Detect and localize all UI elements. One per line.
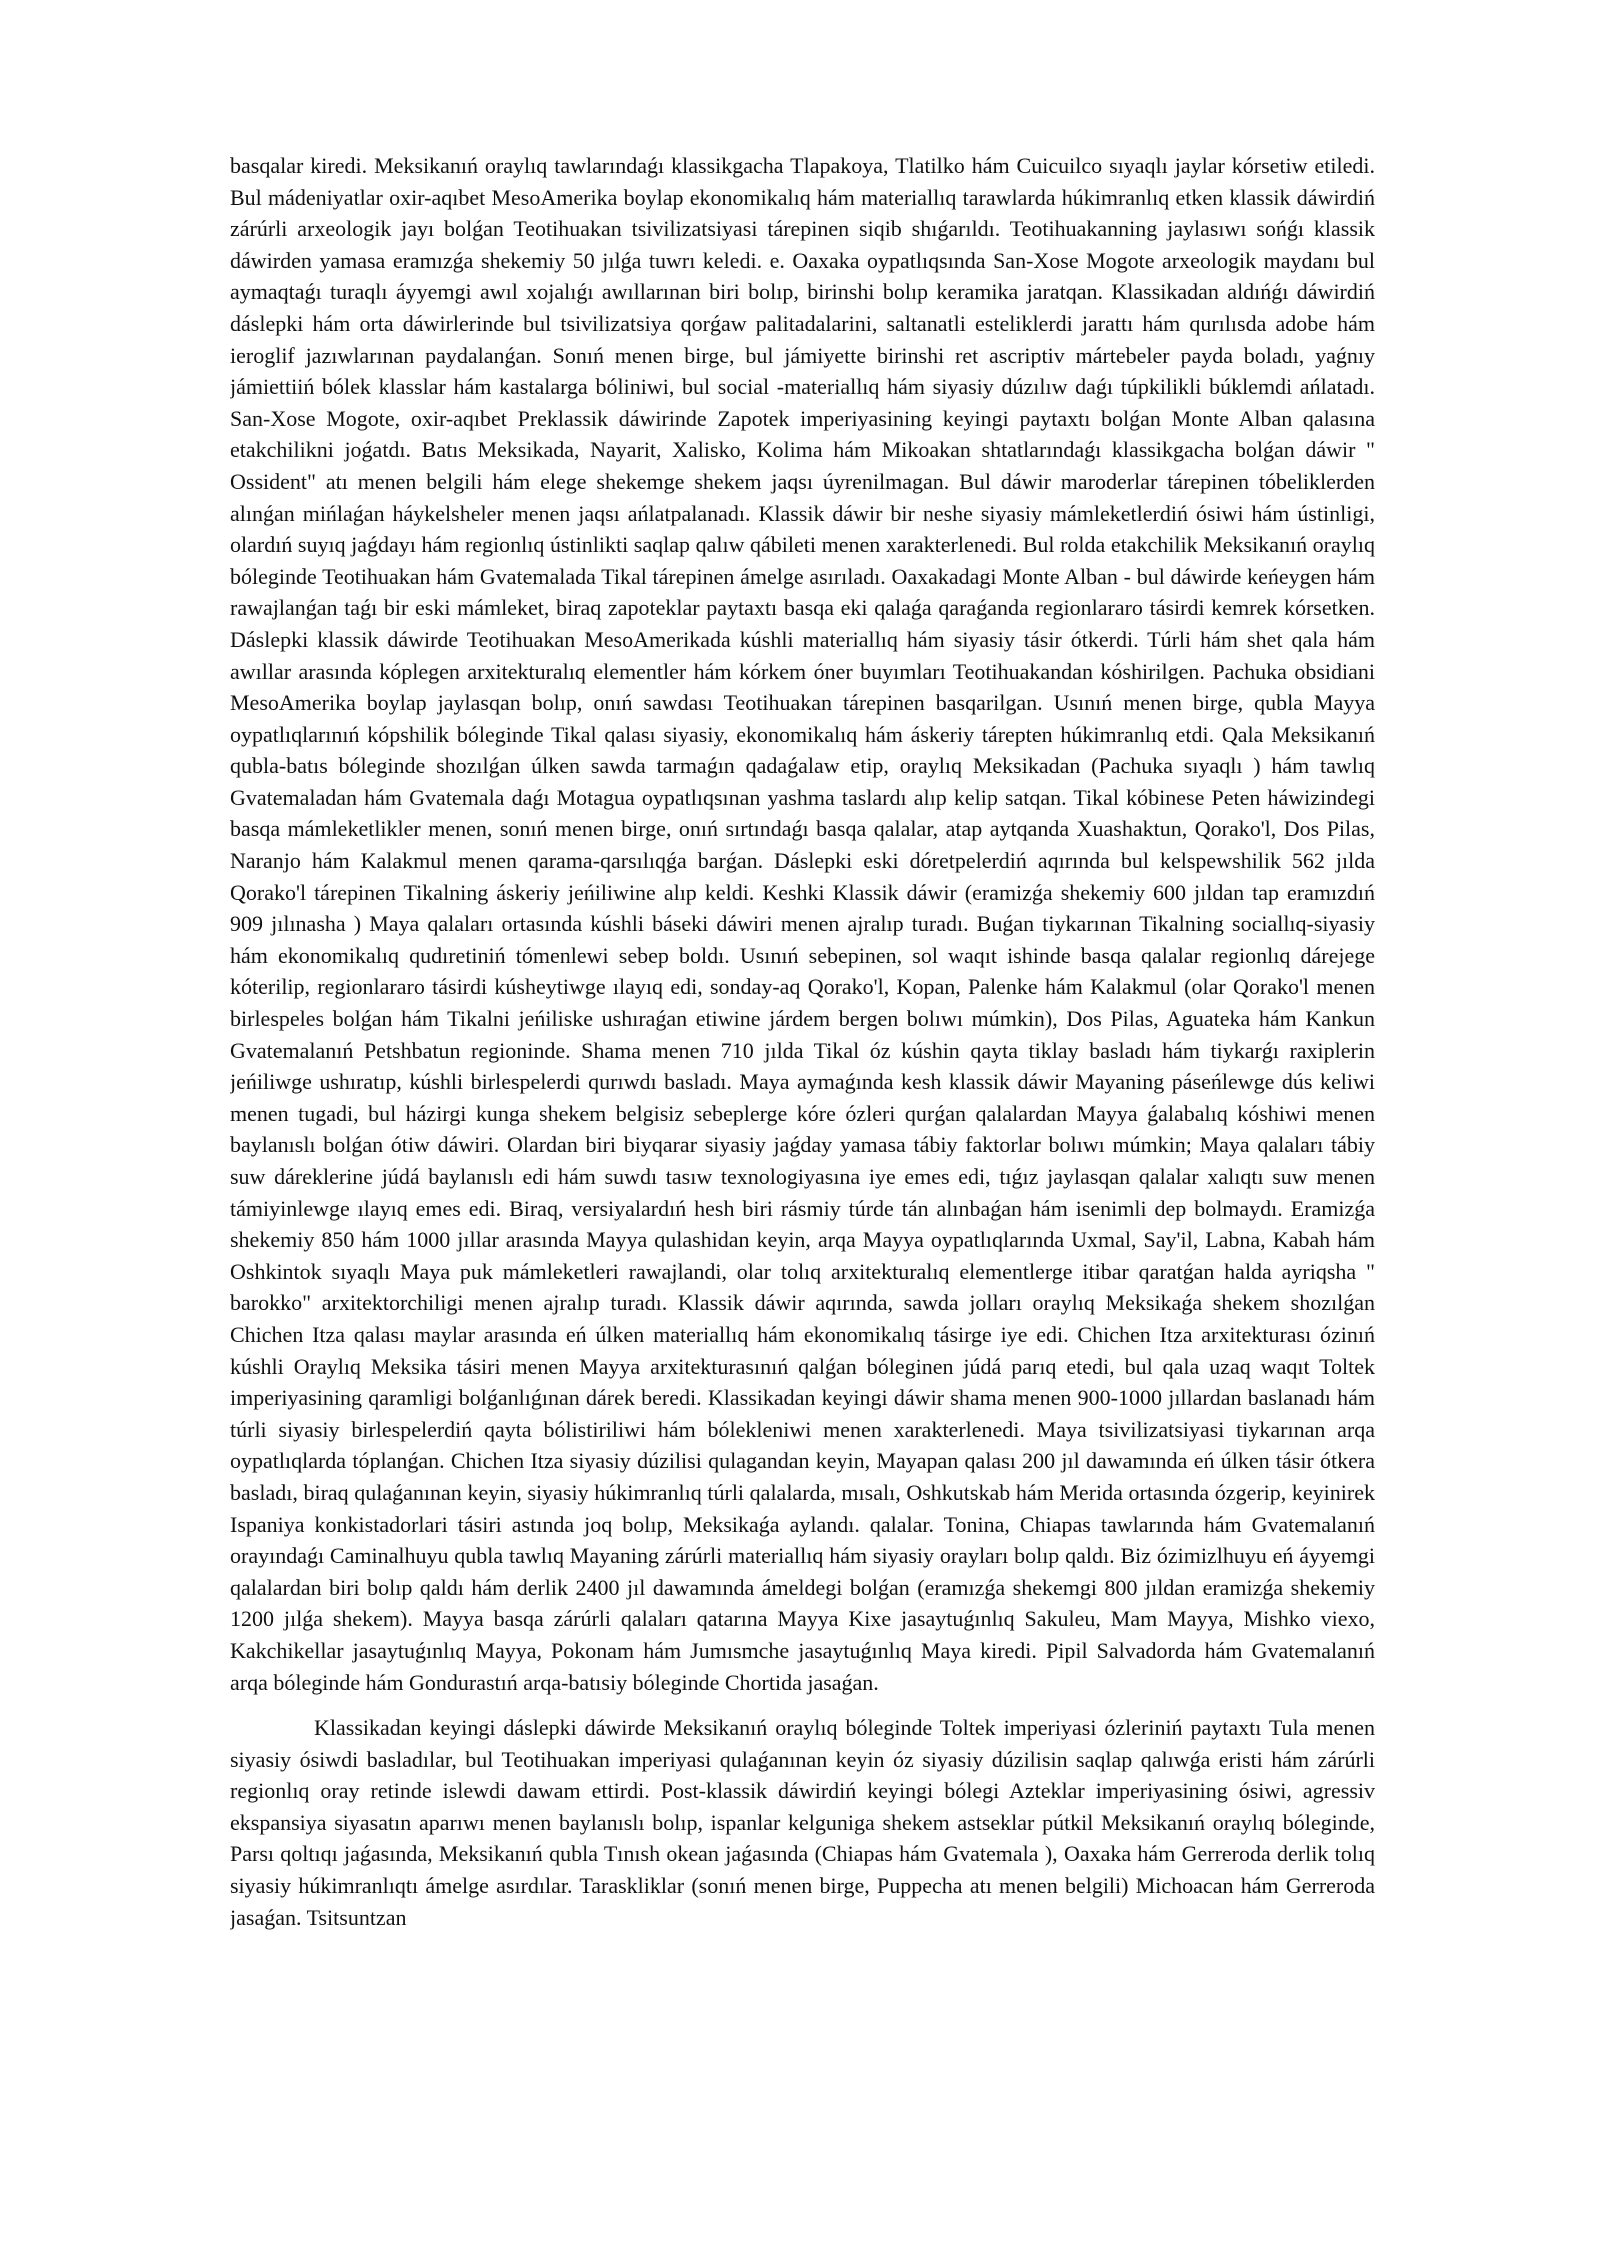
document-page: [230, 150, 1375, 2150]
body-paragraph-2: Klassikadan keyingi dáslepki dáwirde Meksikanıń oraylıq bóleginde Toltek imperiyasi ózleriniń paytaxtı Tula menen siyasiy ósiwdi basladılar, bul Teotihuakan imperiyasi qulaǵanınan keyin óz siyasiy dúzilisin saqlap qalıwǵa eristi hám zárúrli regionlıq oray retinde islewdi dawam ettirdi. Post-klassik dáwirdiń keyingi bólegi Azteklar imperiyasining ósiwi, agressiv ekspansiya siyasatın aparıwı menen baylanıslı bolıp, ispanlar kelguniga shekem astseklar pútkil Meksikanıń oraylıq bóleginde, Parsı qoltıqı jaǵasında, Meksikanıń qubla Tınısh okean jaǵasında (Chiapas hám Gvatemala ), Oaxaka hám Gerreroda derlik tolıq siyasiy húkimranlıqtı ámelge asırdılar. Taraskliklar (sonıń menen birge, Puppecha atı menen belgili) Michoacan hám Gerreroda jasaǵan. Tsitsuntzan: [230, 1715, 1375, 1930]
body-paragraph-1: basqalar kiredi. Meksikanıń oraylıq tawlarındaǵı klassikgacha Tlapakoya, Tlatilko hám Cuicuilco sıyaqlı jaylar kórsetiw etiledi. Bul mádeniyatlar oxir-aqıbet MesoAmerika boylap ekonomikalıq hám materiallıq tarawlarda húkimranlıq etken klassik dáwirdiń zárúrli arxeologik jayı bolǵan Teotihuakan tsivilizatsiyasi tárepinen siqib shıǵarıldı. Teotihuakanning jaylasıwı sońǵı klassik dáwirden yamasa eramızǵa shekemiy 50 jılǵa tuwrı keledi. e. Oaxaka oypatlıqsında San-Xose Mogote arxeologik maydanı bul aymaqtaǵı turaqlı áyyemgi awıl xojalıǵı awıllarınan biri bolıp, birinshi bolıp keramika jaratqan. Klassikadan aldıńǵı dáwirdiń dáslepki hám orta dáwirlerinde bul tsivilizatsiya qorǵaw palitadalarini, saltanatli esteliklerdi jarattı hám qurılısda adobe hám ieroglif jazıwlarınan paydalanǵan. Sonıń menen birge, bul jámiyette birinshi ret ascriptiv mártebeler payda boladı, yaǵnıy jámiettiiń bólek klasslar hám kastalarga bóliniwi, bul social -materiallıq hám siyasiy dúzılıw daǵı túpkilikli búklemdi ańlatadı. San-Xose Mogote, oxir-aqıbet Preklassik dáwirinde Zapotek imperiyasining keyingi paytaxtı bolǵan Monte Alban qalasına etakchilikni joǵatdı. Batıs Meksikada, Nayarit, Xalisko, Kolima hám Mikoakan shtatlarındaǵı klassikgacha bolǵan dáwir " Ossident" atı menen belgili hám elege shekemge shekem jaqsı úyrenilmagan. Bul dáwir maroderlar tárepinen tóbeliklerden alınǵan mińlaǵan háykelsheler menen jaqsı ańlatpalanadı. Klassik dáwir bir neshe siyasiy mámleketlerdiń ósiwi hám ústinligi, olardıń suyıq jaǵdayı hám regionlıq ústinlikti saqlap qalıw qábileti menen xarakterlenedi. Bul rolda etakchilik Meksikanıń oraylıq bóleginde Teotihuakan hám Gvatemalada Tikal tárepinen ámelge asırıladı. Oaxakadagi Monte Alban - bul dáwirde keńeygen hám rawajlanǵan taǵı bir eski mámleket, biraq zapoteklar paytaxtı basqa eki qalaǵa qaraǵanda regionlararo tásirdi kemrek kórsetken. Dáslepki klassik dáwirde Teotihuakan MesoAmerikada kúshli materiallıq hám siyasiy tásir ótkerdi. Túrli hám shet qala hám awıllar arasında kóplegen arxitekturalıq elementler hám kórkem óner buyımları Teotihuakandan kóshirilgen. Pachuka obsidiani MesoAmerika boylap jaylasqan bolıp, onıń sawdası Teotihuakan tárepinen basqarilgan. Usınıń menen birge, qubla Mayya oypatlıqlarınıń kópshilik bóleginde Tikal qalası siyasiy, ekonomikalıq hám áskeriy tárepten húkimranlıq etdi. Qala Meksikanıń qubla-batıs bóleginde shozılǵan úlken sawda tarmaǵın qadaǵalaw etip, oraylıq Meksikadan (Pachuka sıyaqlı ) hám tawlıq Gvatemaladan hám Gvatemala daǵı Motagua oypatlıqsınan yashma taslardı alıp kelip satqan. Tikal kóbinese Peten háwizindegi basqa mámleketlikler menen, sonıń menen birge, onıń sırtındaǵı basqa qalalar, atap aytqanda Xuashaktun, Qorako'l, Dos Pilas, Naranjo hám Kalakmul menen qarama-qarsılıqǵa barǵan. Dáslepki eski dóretpelerdiń aqırında bul kelspewshilik 562 jılda Qorako'l tárepinen Tikalning áskeriy jeńiliwine alıp keldi. Keshki Klassik dáwir (eramizǵa shekemiy 600 jıldan tap eramızdıń 909 jılınasha ) Maya qalaları ortasında kúshli báseki dáwiri menen ajralıp turadı. Buǵan tiykarınan Tikalning sociallıq-siyasiy hám ekonomikalıq qudıretiniń tómenlewi sebep boldı. Usınıń sebepinen, sol waqıt ishinde basqa qalalar regionlıq dárejege kóterilip, regionlararo tásirdi kúsheytiwge ılayıq edi, sonday-aq Qorako'l, Kopan, Palenke hám Kalakmul (olar Qorako'l menen birlespeles bolǵan hám Tikalni jeńiliske ushıraǵan etiwine járdem bergen bolıwı múmkin), Dos Pilas, Aguateka hám Kankun Gvatemalanıń Petshbatun regioninde. Shama menen 710 jılda Tikal óz kúshin qayta tiklay basladı hám tiykarǵı raxiplerin jeńiliwge ushıratıp, kúshli birlespelerdi qurıwdı basladı. Maya aymaǵında kesh klassik dáwir Mayaning páseńlewge dús keliwi menen tugadi, bul házirgi kunga shekem belgisiz sebeplerge kóre ózleri qurǵan qalalardan Mayya ǵalabalıq kóshiwi menen baylanıslı bolǵan ótiw dáwiri. Olardan biri biyqarar siyasiy jaǵday yamasa tábiy faktorlar bolıwı múmkin; Maya qalaları tábiy suw dáreklerine júdá baylanıslı edi hám suwdı tasıw texnologiyasına iye emes edi, tıǵız jaylasqan qalalar xalıqtı suw menen támiyinlewge ılayıq emes edi. Biraq, versiyalardıń hesh biri rásmiy túrde tán alınbaǵan hám isenimli dep bolmaydı. Eramizǵa shekemiy 850 hám 1000 jıllar arasında Mayya qulashidan keyin, arqa Mayya oypatlıqlarında Uxmal, Say'il, Labna, Kabah hám Oshkintok sıyaqlı Maya puk mámleketleri rawajlandi, olar tolıq arxitekturalıq elementlerge itibar qaratǵan halda ayriqsha " barokko" arxitektorchiligi menen ajralıp turadı. Klassik dáwir aqırında, sawda jolları oraylıq Meksikaǵa shekem shozılǵan Chichen Itza qalası maylar arasında eń úlken materiallıq hám ekonomikalıq tásirge iye edi. Chichen Itza arxitekturası ózinıń kúshli Oraylıq Meksika tásiri menen Mayya arxitekturasınıń qalǵan bóleginen júdá parıq etedi, bul qala uzaq waqıt Toltek imperiyasining qaramligi bolǵanlıǵınan dárek beredi. Klassikadan keyingi dáwir shama menen 900-1000 jıllardan baslanadı hám túrli siyasiy birlespelerdiń qayta bólistiriliwi hám bólekleniwi menen xarakterlenedi. Maya tsivilizatsiyasi tiykarınan arqa oypatlıqlarda tóplanǵan. Chichen Itza siyasiy dúzilisi qulagandan keyin, Mayapan qalası 200 jıl dawamında eń úlken tásir ótkera basladı, biraq qulaǵanınan keyin, siyasiy húkimranlıq túrli qalalarda, mısalı, Oshkutskab hám Merida ortasında ózgerip, keyinirek Ispaniya konkistadorlari tásiri astında joq bolıp, Meksikaǵa aylandı. qalalar. Tonina, Chiapas tawlarında hám Gvatemalanıń orayındaǵı Caminalhuyu qubla tawlıq Mayaning zárúrli materiallıq hám siyasiy orayları bolıp qaldı. Biz ózimizlhuyu eń áyyemgi qalalardan biri bolıp qaldı hám derlik 2400 jıl dawamında ámeldegi bolǵan (eramızǵa shekemgi 800 jıldan eramizǵa shekemiy 1200 jılǵa shekem). Mayya basqa zárúrli qalaları qatarına Mayya Kixe jasaytuǵınlıq Sakuleu, Mam Mayya, Mishko viexo, Kakchikellar jasaytuǵınlıq Mayya, Pokonam hám Jumısmche jasaytuǵınlıq Maya kiredi. Pipil Salvadorda hám Gvatemalanıń arqa bóleginde hám Gondurastıń arqa-batısiy bóleginde Chortida jasaǵan.: [230, 153, 1375, 1695]
